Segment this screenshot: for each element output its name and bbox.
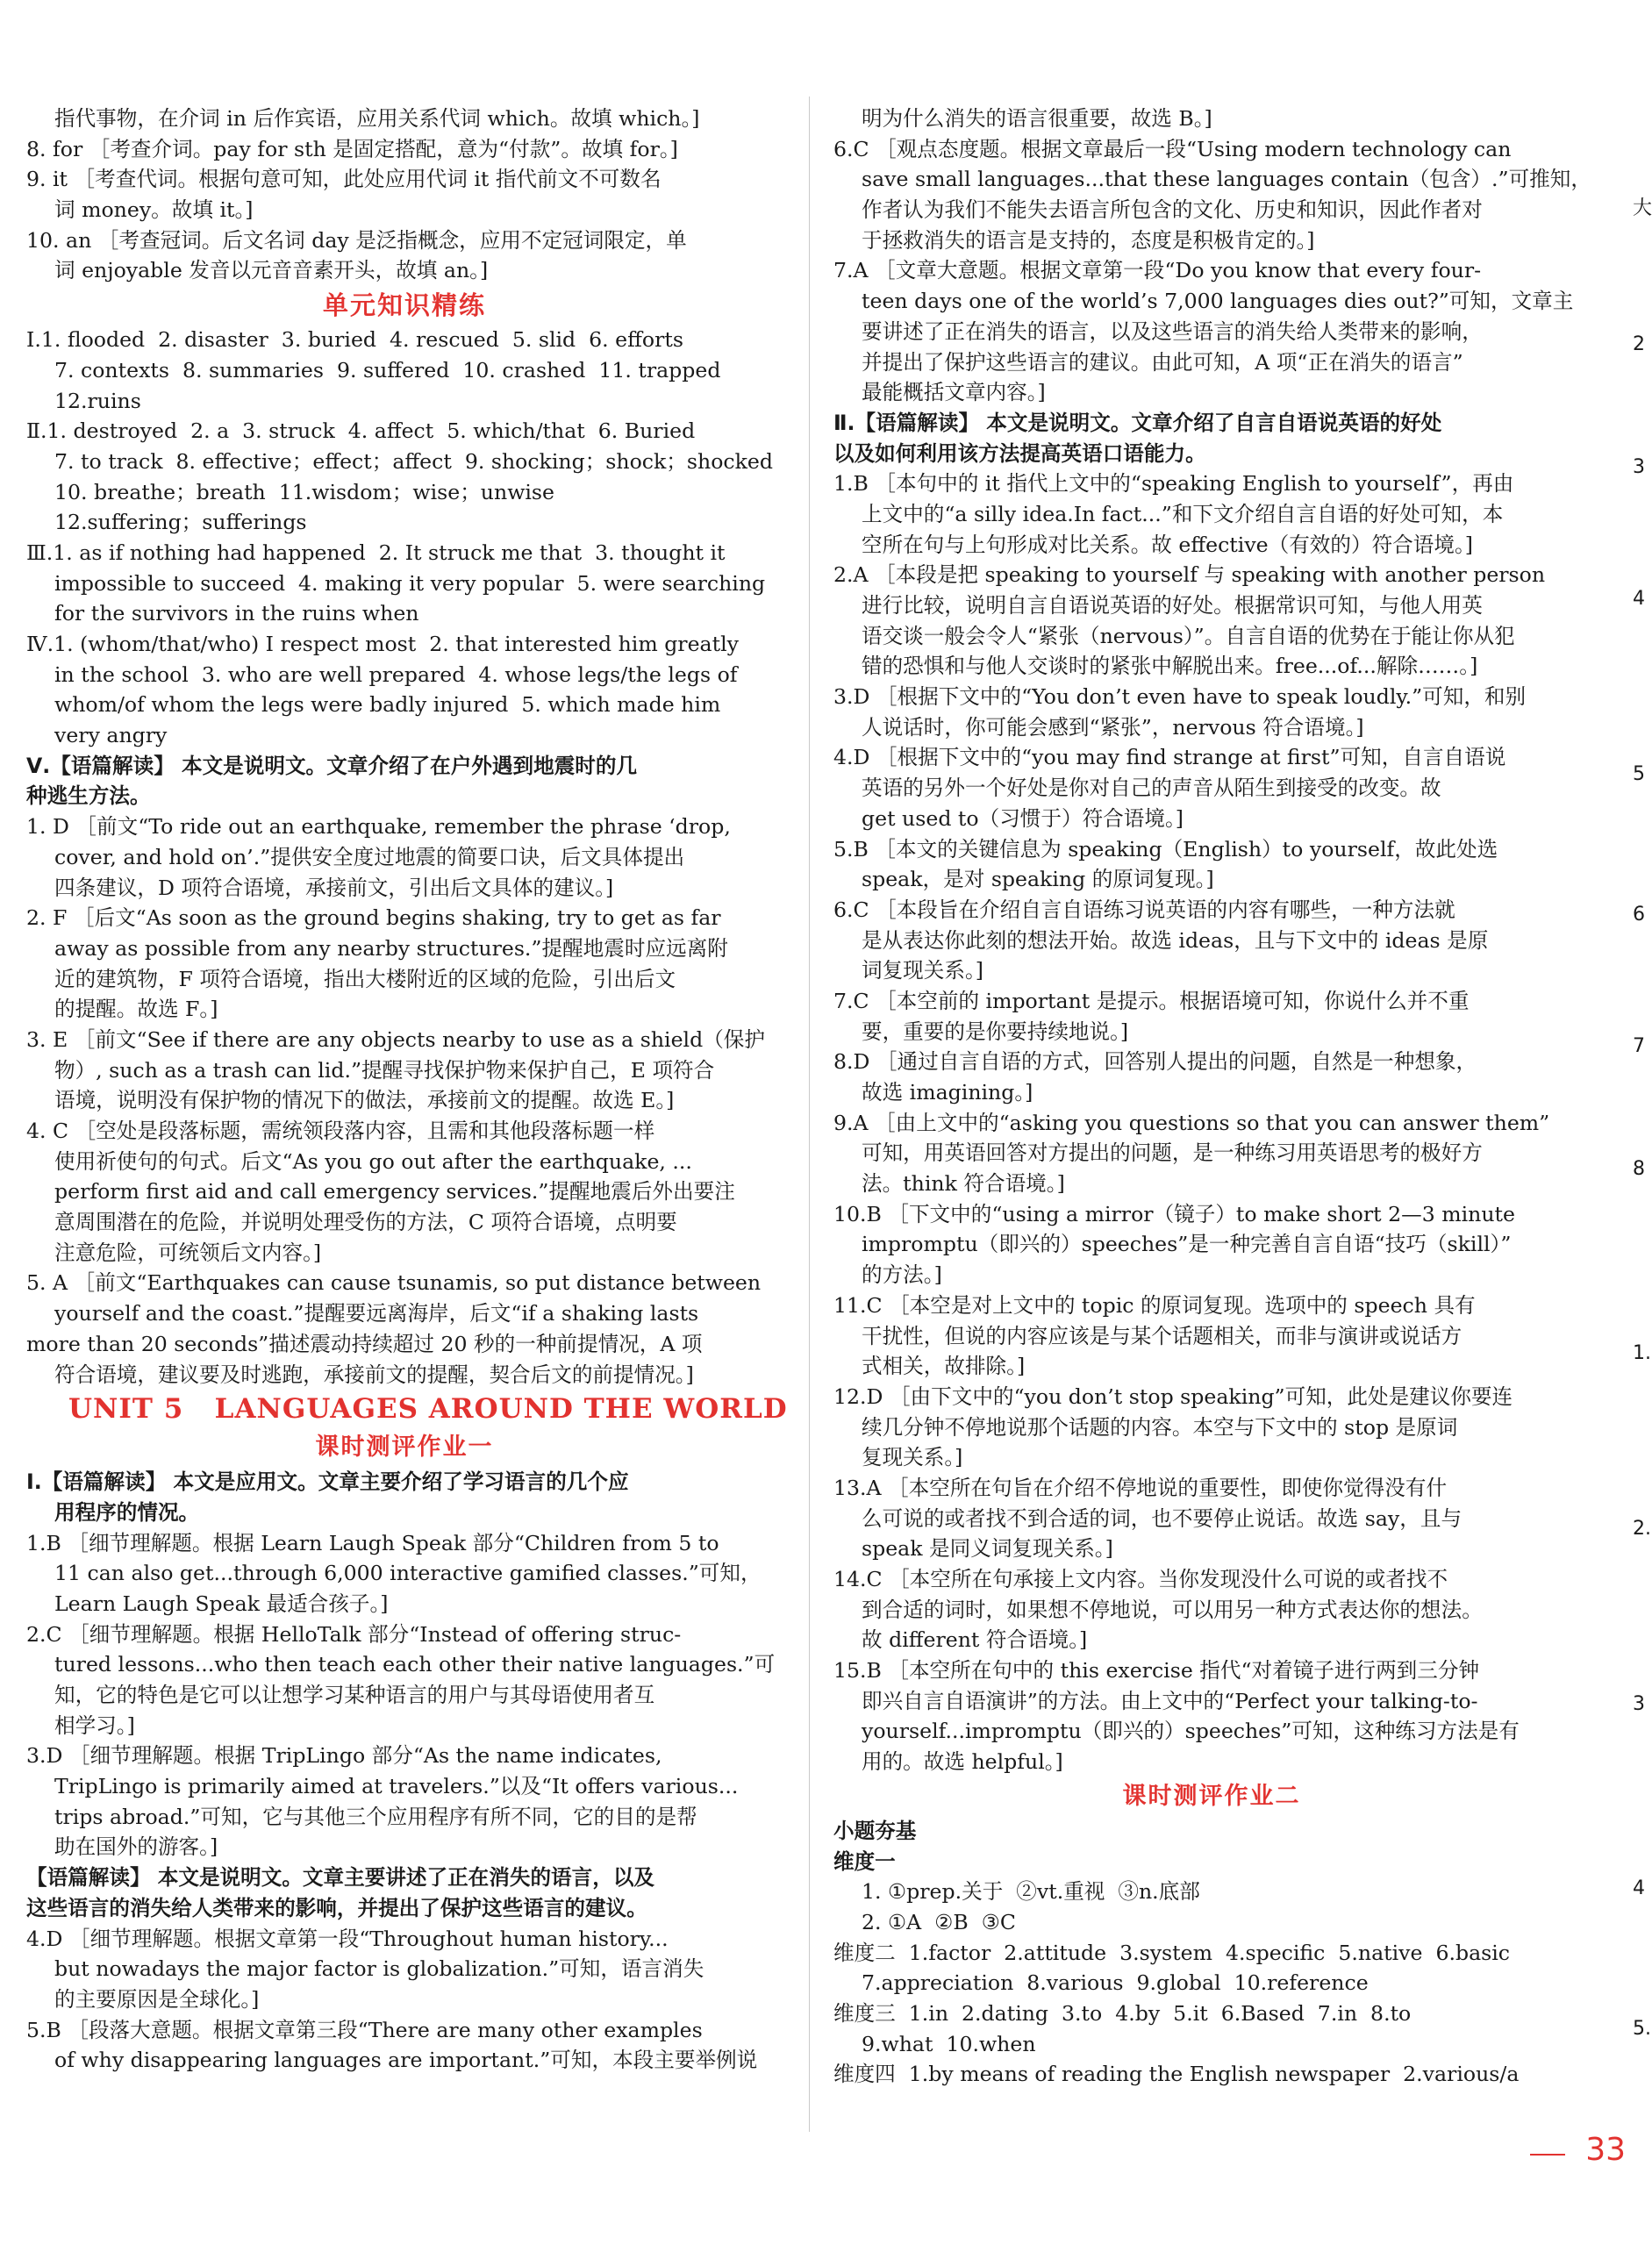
edge-glyph: 3	[1633, 456, 1645, 478]
text-line: 词 enjoyable 发音以元音音素开头，故填 an。]	[54, 258, 489, 283]
section-heading: 小题夯基	[833, 1818, 917, 1843]
text-line: 到合适的词时，如果想不停地说，可以用另一种方式表达你的想法。	[862, 1597, 1483, 1622]
text-line: 知，它的特色是它可以让想学习某种语言的用户与其母语使用者互	[54, 1683, 655, 1707]
text-line: 要，重要的是你要持续地说。]	[862, 1019, 1129, 1044]
edge-glyph: 大	[1633, 197, 1652, 219]
text-line: 续几分钟不停地说那个话题的内容。本空与下文中的 stop 是原词	[862, 1414, 1458, 1440]
edge-glyph: 1.	[1633, 1342, 1651, 1364]
edge-glyph: 2	[1633, 333, 1645, 355]
text-line: 8.D ［通过自言自语的方式，回答别人提出的问题，自然是一种想象，	[833, 1049, 1477, 1075]
text-line: 5. A ［前文“Earthquakes can cause tsunamis, so put distance between	[26, 1270, 762, 1296]
text-line: 2. ①A ②B ③C	[862, 1909, 1016, 1934]
text-line: cover, and hold on’.”提供安全度过地震的简要口诀，后文具体提出	[54, 844, 685, 869]
text-line: yourself...impromptu（即兴的）speeches”可知，这种练习方法是有	[862, 1719, 1520, 1744]
text-line: 是从表达你此刻的想法开始。故选 ideas，且与下文中的 ideas 是原	[862, 927, 1489, 953]
section-title: 课时测评作业一	[315, 1434, 494, 1462]
text-line: away as possible from any nearby structures.”提醒地震时应远离附	[54, 935, 728, 961]
text-line: 助在国外的游客。]	[54, 1834, 218, 1860]
section-heading: Ⅴ.【语篇解读】 本文是说明文。文章介绍了在户外遇到地震时的几	[26, 753, 638, 778]
text-line: 6.C ［本段旨在介绍自言自语练习说英语的内容有哪些，一种方法就	[833, 897, 1455, 922]
text-line: 复现关系。]	[862, 1445, 963, 1470]
section-heading: Ⅰ.【语篇解读】 本文是应用文。文章主要介绍了学习语言的几个应	[26, 1469, 629, 1495]
text-line: TripLingo is primarily aimed at travelers.”以及“It offers various...	[54, 1774, 739, 1799]
text-line: 7.C ［本空前的 important 是提示。根据语境可知，你说什么并不重	[833, 988, 1470, 1013]
text-line: 7. to track 8. effective；effect；affect 9. shocking；shock；shocked	[54, 448, 773, 474]
text-line: 3.D ［细节理解题。根据 TripLingo 部分“As the name indicates,	[26, 1743, 662, 1769]
text-line: 使用祈使句的句式。后文“As you go out after the earthquake, ...	[54, 1148, 692, 1174]
text-line: 3. E ［前文“See if there are any objects nearby to use as a shield（保护	[26, 1026, 765, 1052]
section-heading: 这些语言的消失给人类带来的影响，并提出了保护这些语言的建议。	[26, 1895, 647, 1920]
text-line: 近的建筑物，F 项符合语境，指出大楼附近的区域的危险，引出后文	[54, 966, 676, 991]
edge-glyph: 5.	[1633, 2018, 1651, 2040]
text-line: 14.C ［本空所在句承接上文内容。当你发现没什么可说的或者找不	[833, 1567, 1448, 1591]
text-line: speak，是对 speaking 的原词复现。]	[862, 867, 1214, 892]
text-line: 10. breathe；breath 11.wisdom；wise；unwise	[54, 479, 555, 504]
text-line: 10.B ［下文中的“using a mirror（镜子）to make short 2—3 minute	[833, 1201, 1515, 1226]
text-line: 意周围潜在的危险，并说明处理受伤的方法，C 项符合语境，点明要	[54, 1210, 677, 1235]
column-divider	[809, 97, 810, 2132]
text-line: 最能概括文章内容。]	[862, 380, 1046, 405]
text-line: 的方法。]	[862, 1262, 942, 1288]
text-line: 2.A ［本段是把 speaking to yourself 与 speaking with another person	[833, 562, 1546, 588]
text-line: 明为什么消失的语言很重要，故选 B。]	[862, 106, 1212, 131]
text-line: 7.A ［文章大意题。根据文章第一段“Do you know that every four-	[833, 258, 1482, 283]
text-line: 即兴自言自语演讲”的方法。由上文中的“Perfect your talking-to-	[862, 1688, 1478, 1713]
text-line: 四条建议，D 项符合语境，承接前文，引出后文具体的建议。]	[54, 875, 614, 900]
text-line: for the survivors in the ruins when	[54, 601, 419, 626]
section-heading: 以及如何利用该方法提高英语口语能力。	[833, 440, 1206, 466]
text-line: 符合语境，建议要及时逃跑，承接前文的提醒，契合后文的前提情况。]	[54, 1362, 694, 1387]
text-line: 并提出了保护这些语言的建议。由此可知，A 项“正在消失的语言”	[862, 349, 1463, 375]
text-line: 式相关，故排除。]	[862, 1354, 1026, 1379]
text-line: 空所在句与上句形成对比关系。故 effective（有效的）符合语境。]	[862, 532, 1473, 557]
text-line: 人说话时，你可能会感到“紧张”，nervous 符合语境。]	[862, 714, 1364, 740]
text-line: 法。think 符合语境。]	[862, 1171, 1065, 1197]
text-line: 语境，说明没有保护物的情况下的做法，承接前文的提醒。故选 E。]	[54, 1088, 675, 1113]
text-line: 词 money。故填 it。]	[54, 197, 254, 223]
text-line: 2.C ［细节理解题。根据 HelloTalk 部分“Instead of offering struc-	[26, 1621, 682, 1647]
text-line: 错的恐惧和与他人交谈时的紧张中解脱出来。free...of...解除……。]	[862, 654, 1478, 679]
text-line: 上文中的“a silly idea.In fact...”和下文介绍自言自语的好处可知，本	[862, 501, 1504, 526]
text-line: 注意危险，可统领后文内容。]	[54, 1240, 322, 1265]
text-line: 1. D ［前文“To ride out an earthquake, remember the phrase ‘drop,	[26, 814, 731, 840]
section-heading: 【语篇解读】 本文是说明文。文章主要讲述了正在消失的语言，以及	[26, 1865, 655, 1891]
text-line: 5.B ［段落大意题。根据文章第三段“There are many other examples	[26, 2017, 703, 2042]
text-line: but nowadays the major factor is globalization.”可知，语言消失	[54, 1956, 704, 1982]
text-line: 语交谈一般会令人“紧张（nervous）”。自言自语的优势在于能让你从犯	[862, 623, 1515, 648]
text-line: impossible to succeed 4. making it very popular 5. were searching	[54, 570, 766, 596]
text-line: 11 can also get...through 6,000 interactive gamified classes.”可知，	[54, 1561, 762, 1586]
text-line: 5.B ［本文的关键信息为 speaking（English）to yourself，故此处选	[833, 836, 1498, 862]
text-line: 10. an ［考查冠词。后文名词 day 是泛指概念，应用不定冠词限定，单	[26, 227, 687, 253]
text-line: 维度二 1.factor 2.attitude 3.system 4.specific 5.native 6.basic	[833, 1940, 1511, 1965]
text-line: 6.C ［观点态度题。根据文章最后一段“Using modern technology can	[833, 136, 1512, 161]
edge-glyph: 7	[1633, 1035, 1645, 1057]
text-line: 12.suffering；sufferings	[54, 510, 307, 535]
text-line: Ⅳ.1. (whom/that/who) I respect most 2. that interested him greatly	[26, 632, 739, 656]
text-line: 词复现关系。]	[862, 958, 983, 983]
edge-glyph: 2.	[1633, 1518, 1651, 1540]
text-line: 4. C ［空处是段落标题，需统领段落内容，且需和其他段落标题一样	[26, 1119, 655, 1143]
next-page-edge	[1631, 132, 1652, 2149]
text-line: 9.A ［由上文中的“asking you questions so that you can answer them”	[833, 1110, 1550, 1135]
edge-glyph: 6	[1633, 904, 1645, 926]
text-line: more than 20 seconds”描述震动持续超过 20 秒的一种前提情况，A 项	[26, 1331, 703, 1356]
text-line: speak 是同义词复现关系。]	[862, 1536, 1113, 1562]
section-heading: 种逃生方法。	[26, 783, 151, 809]
text-line: 故选 imagining。]	[862, 1080, 1033, 1105]
text-line: impromptu（即兴的）speeches”是一种完善自言自语“技巧（skill）”	[862, 1232, 1512, 1257]
text-line: 干扰性，但说的内容应该是与某个话题相关，而非与演讲或说话方	[862, 1323, 1462, 1348]
text-line: 的主要原因是全球化。]	[54, 1986, 260, 2012]
text-line: 7.appreciation 8.various 9.global 10.reference	[862, 1970, 1369, 1996]
text-line: Learn Laugh Speak 最适合孩子。]	[54, 1591, 389, 1616]
text-line: 要讲述了正在消失的语言，以及这些语言的消失给人类带来的影响，	[862, 318, 1483, 344]
text-line: 1.B ［本句中的 it 指代上文中的“speaking English to yourself”，再由	[833, 471, 1514, 497]
text-line: 的提醒。故选 F。]	[54, 997, 218, 1022]
page-number-rule	[1530, 2154, 1565, 2156]
text-line: 用的。故选 helpful。]	[862, 1749, 1063, 1775]
text-line: 相学习。]	[54, 1712, 135, 1738]
text-line: 么可说的或者找不到合适的词，也不要停止说话。故选 say，且与	[862, 1505, 1462, 1531]
section-heading: 用程序的情况。	[54, 1499, 200, 1525]
text-line: very angry	[54, 723, 168, 748]
text-line: 7. contexts 8. summaries 9. suffered 10. crashed 11. trapped	[54, 357, 721, 383]
text-line: save small languages...that these languages contain（包含）.”可推知，	[862, 167, 1591, 192]
text-line: 进行比较，说明自言自语说英语的好处。根据常识可知，与他人用英	[862, 593, 1483, 618]
page-number: 33	[1585, 2132, 1626, 2168]
text-line: tured lessons...who then teach each other their native languages.”可	[54, 1652, 776, 1677]
text-line: 4.D ［根据下文中的“you may find strange at first”可知，自言自语说	[833, 745, 1506, 770]
text-line: 于拯救消失的语言是支持的，态度是积极肯定的。]	[862, 227, 1315, 253]
right-column	[833, 104, 1590, 2090]
left-column	[26, 104, 788, 2076]
text-line: trips abroad.”可知，它与其他三个应用程序有所不同，它的目的是帮	[54, 1804, 697, 1829]
edge-glyph: 4	[1633, 1877, 1645, 1899]
text-line: 可知，用英语回答对方提出的问题，是一种练习用英语思考的极好方	[862, 1140, 1483, 1166]
section-title: 课时测评作业二	[1122, 1782, 1301, 1810]
text-line: Ⅰ.1. flooded 2. disaster 3. buried 4. rescued 5. slid 6. efforts	[26, 327, 683, 353]
text-line: 8. for ［考查介词。pay for sth 是固定搭配，意为“付款”。故填 for。]	[26, 136, 678, 161]
text-line: perform first aid and call emergency services.”提醒地震后外出要注	[54, 1179, 735, 1205]
text-line: 15.B ［本空所在句中的 this exercise 指代“对着镜子进行两到三分钟	[833, 1658, 1480, 1684]
text-line: 故 different 符合语境。]	[862, 1627, 1088, 1653]
text-line: 英语的另外一个好处是你对自己的声音从陌生到接受的改变。故	[862, 776, 1441, 801]
section-heading: Ⅱ.【语篇解读】 本文是说明文。文章介绍了自言自语说英语的好处	[833, 410, 1442, 435]
edge-glyph: 3	[1633, 1693, 1645, 1715]
text-line: 1. ①prep.关于 ②vt.重视 ③n.底部	[862, 1879, 1200, 1905]
text-line: 12.ruins	[54, 388, 141, 413]
text-line: get used to（习惯于）符合语境。]	[862, 805, 1184, 831]
text-line: 物）, such as a trash can lid.”提醒寻找保护物来保护自己，E 项符合	[54, 1057, 715, 1083]
edge-glyph: 8	[1633, 1158, 1645, 1180]
section-title: UNIT 5 LANGUAGES AROUND THE WORLD	[68, 1393, 788, 1426]
text-line: 作者认为我们不能失去语言所包含的文化、历史和知识，因此作者对	[862, 197, 1483, 223]
text-line: 9. it ［考查代词。根据句意可知，此处应用代词 it 指代前文不可数名	[26, 167, 662, 192]
text-line: 维度三 1.in 2.dating 3.to 4.by 5.it 6.Based 7.in 8.to	[833, 2000, 1412, 2026]
text-line: 12.D ［由下文中的“you don’t stop speaking”可知，此处是建议你要连	[833, 1383, 1513, 1409]
text-line: whom/of whom the legs were badly injured 5. which made him	[54, 692, 721, 718]
text-line: 11.C ［本空是对上文中的 topic 的原词复现。选项中的 speech 具有	[833, 1292, 1476, 1318]
text-line: 维度四 1.by means of reading the English newspaper 2.various/a	[833, 2062, 1520, 2087]
text-line: Ⅱ.1. destroyed 2. a 3. struck 4. affect 5. which/that 6. Buried	[26, 418, 696, 444]
text-line: 9.what 10.when	[862, 2031, 1036, 2056]
text-line: 3.D ［根据下文中的“You don’t even have to speak loudly.”可知，和别	[833, 684, 1527, 710]
text-line: 13.A ［本空所在句旨在介绍不停地说的重要性，即使你觉得没有什	[833, 1475, 1448, 1500]
section-title: 单元知识精练	[322, 290, 486, 321]
text-line: 2. F ［后文“As soon as the ground begins shaking, try to get as far	[26, 905, 721, 931]
text-line: teen days one of the world’s 7,000 languages dies out?”可知，文章主	[862, 289, 1574, 314]
section-heading: 维度一	[833, 1848, 896, 1874]
edge-glyph: 5	[1633, 763, 1645, 785]
text-line: Ⅲ.1. as if nothing had happened 2. It struck me that 3. thought it	[26, 540, 726, 565]
text-line: yourself and the coast.”提醒要远离海岸，后文“if a shaking lasts	[54, 1301, 699, 1326]
text-line: in the school 3. who are well prepared 4. whose legs/the legs of	[54, 661, 738, 687]
edge-glyph: 4	[1633, 588, 1645, 610]
text-line: 4.D ［细节理解题。根据文章第一段“Throughout human history...	[26, 1926, 669, 1951]
text-line: of why disappearing languages are important.”可知，本段主要举例说	[54, 2048, 758, 2073]
text-line: 1.B ［细节理解题。根据 Learn Laugh Speak 部分“Children from 5 to	[26, 1530, 719, 1555]
text-line: 指代事物，在介词 in 后作宾语，应用关系代词 which。故填 which。]	[54, 106, 700, 131]
